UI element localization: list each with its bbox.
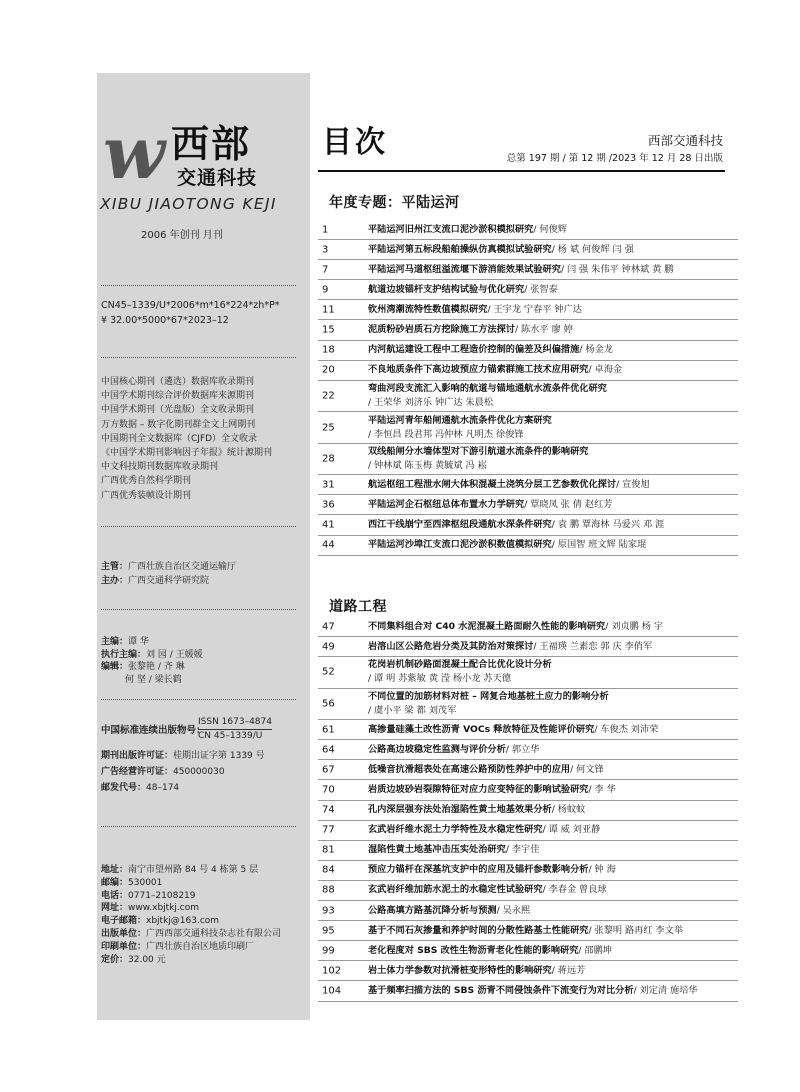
article-authors: / 吴永熙 bbox=[496, 904, 531, 916]
toc-entry[interactable] bbox=[318, 361, 738, 381]
entry-line bbox=[368, 783, 738, 797]
entry-text bbox=[368, 964, 738, 978]
entry-line bbox=[368, 323, 738, 337]
issue-info: 总第 197 期 / 第 12 期 /2023 年 12 月 28 日出版 bbox=[506, 153, 723, 164]
database-item: 中国学术期刊综合评价数据库来源期刊 bbox=[101, 391, 255, 402]
article-title: 泥质粉砂岩质石方挖除施工方法探讨 bbox=[368, 324, 515, 336]
toc-entry[interactable] bbox=[318, 801, 738, 821]
article-authors: / 袁 鹏 覃海林 马爱兴 邓 涯 bbox=[551, 518, 665, 530]
toc-entry[interactable] bbox=[318, 444, 738, 476]
toc-entry[interactable] bbox=[318, 637, 738, 657]
entry-line bbox=[368, 414, 738, 428]
page-number: 1 bbox=[322, 224, 329, 236]
toc-entry[interactable] bbox=[318, 381, 738, 413]
entry-text bbox=[368, 904, 738, 918]
dotted-divider bbox=[101, 357, 296, 358]
article-title: 老化程度对 SBS 改性生物沥青老化性能的影响研究 bbox=[368, 944, 579, 956]
contact-line: 电子邮箱：xbjtkj@163.com bbox=[101, 916, 220, 927]
section-heading: 年度专题：平陆运河 bbox=[329, 195, 460, 211]
toc-entry[interactable] bbox=[318, 515, 738, 535]
editorial-board bbox=[101, 636, 203, 686]
entry-text bbox=[368, 323, 738, 337]
database-item: 广西优秀装帧设计期刊 bbox=[101, 490, 192, 501]
article-authors: / 张智泰 bbox=[524, 283, 558, 295]
database-item: 广西优秀自然科学期刊 bbox=[101, 476, 192, 487]
toc-entry[interactable] bbox=[318, 240, 738, 260]
page-number: 18 bbox=[322, 344, 335, 356]
toc-entry[interactable] bbox=[318, 300, 738, 320]
entry-line bbox=[368, 640, 738, 654]
entry-text bbox=[368, 743, 738, 757]
entry-line bbox=[368, 704, 738, 718]
founded-frequency: 2006 年创刊 月刊 bbox=[141, 230, 223, 241]
contact-line: 电话：0771–2108219 bbox=[101, 890, 196, 901]
entry-text bbox=[368, 924, 738, 938]
contact-line: 邮编：530001 bbox=[101, 877, 163, 888]
toc-entry[interactable] bbox=[318, 901, 738, 921]
sponsor-line: 主办：广西交通科学研究院 bbox=[101, 576, 210, 586]
entry-text bbox=[368, 944, 738, 958]
article-title: 基于频率扫描方法的 SBS 沥青不同侵蚀条件下流变行为对比分析 bbox=[368, 984, 634, 996]
database-item: 中国学术期刊（光盘版）全文收录期刊 bbox=[101, 405, 255, 416]
entry-text bbox=[368, 283, 738, 297]
entry-line bbox=[368, 984, 738, 998]
contact-line: 出版单位：广西西部交通科技杂志社有限公司 bbox=[101, 928, 282, 939]
page-number: 102 bbox=[322, 965, 342, 977]
entry-text bbox=[368, 843, 738, 857]
page-number: 77 bbox=[322, 824, 335, 836]
entry-line bbox=[368, 843, 738, 857]
entry-line bbox=[368, 223, 738, 237]
entry-line bbox=[368, 478, 738, 492]
article-authors: / 邵鹏坤 bbox=[578, 944, 612, 956]
toc-entry[interactable] bbox=[318, 320, 738, 340]
page-number: 99 bbox=[322, 945, 335, 957]
entry-line bbox=[368, 396, 738, 410]
article-title: 岩溶山区公路危岩分类及其防治对策探讨 bbox=[368, 640, 534, 652]
page-number: 3 bbox=[322, 244, 329, 256]
article-authors: / 郭立华 bbox=[505, 743, 540, 755]
entry-text bbox=[368, 303, 738, 317]
entry-text bbox=[368, 763, 738, 777]
editor-line: 主编：谭 华 bbox=[101, 637, 149, 647]
article-title: 花岗岩机制砂路面混凝土配合比优化设计分析 bbox=[368, 659, 552, 671]
dotted-divider bbox=[101, 826, 296, 827]
journal-logo-mark: w bbox=[103, 110, 161, 195]
article-title: 航运枢纽工程泄水闸大体积混凝土浇筑分层工艺参数优化探讨 bbox=[368, 478, 617, 490]
article-authors: / 王福瑛 兰素恋 郭 庆 李俏军 bbox=[533, 640, 653, 652]
dotted-divider bbox=[101, 699, 296, 700]
entry-line bbox=[368, 343, 738, 357]
entry-line bbox=[368, 498, 738, 512]
database-item: 中国核心期刊（遴选）数据库收录期刊 bbox=[101, 377, 255, 387]
entry-line bbox=[368, 620, 738, 634]
article-title: 玄武岩纤维水泥土力学特性及水稳定性研究 bbox=[368, 824, 543, 836]
entry-text bbox=[368, 803, 738, 817]
article-authors: / 车俊杰 刘沛荣 bbox=[594, 723, 659, 735]
article-title: 公路高填方路基沉降分析与预测 bbox=[368, 904, 497, 916]
article-authors: / 王宇龙 宁春平 钟广达 bbox=[487, 303, 582, 315]
page-number: 28 bbox=[322, 453, 335, 465]
section-entry-list bbox=[318, 617, 738, 1002]
entry-line bbox=[368, 263, 738, 277]
entry-text bbox=[368, 243, 738, 257]
page-number: 47 bbox=[322, 621, 335, 633]
page-number: 95 bbox=[322, 925, 335, 937]
page-number: 64 bbox=[322, 744, 335, 756]
article-authors: / 杨 斌 何俊辉 闫 强 bbox=[551, 243, 634, 255]
editor-line: 何 坚 / 梁长鹤 bbox=[125, 674, 182, 685]
page-number: 81 bbox=[322, 844, 335, 856]
article-title: 西江干线崩宁至西津枢纽段通航水深条件研究 bbox=[368, 518, 552, 530]
entry-text bbox=[368, 823, 738, 837]
contact-line: 定价：32.00 元 bbox=[101, 954, 166, 965]
toc-entry[interactable] bbox=[318, 740, 738, 760]
entry-line bbox=[368, 924, 738, 938]
page-number: 20 bbox=[322, 364, 335, 376]
entry-text bbox=[368, 445, 738, 473]
article-title: 不同集料组合对 C40 水泥混凝土路面耐久性能的影响研究 bbox=[368, 620, 606, 632]
entry-line bbox=[368, 363, 738, 377]
article-title: 公路高边坡稳定性监测与评价分析 bbox=[368, 743, 506, 755]
issn-label: 中国标准连续出版物号： bbox=[101, 725, 206, 736]
article-title: 双线船闸分水墙体型对下游引航道水流条件的影响研究 bbox=[368, 446, 589, 457]
article-title: 钦州湾潮流特性数值模拟研究 bbox=[368, 303, 488, 315]
entry-line bbox=[368, 428, 738, 442]
page-number: 84 bbox=[322, 864, 335, 876]
entry-text bbox=[368, 263, 738, 277]
page-number: 104 bbox=[322, 985, 342, 997]
entry-line bbox=[368, 459, 738, 473]
page-number: 31 bbox=[322, 479, 335, 491]
article-title: 平陆运河企石枢纽总体布置水力学研究 bbox=[368, 498, 525, 510]
entry-text bbox=[368, 498, 738, 512]
entry-line bbox=[368, 964, 738, 978]
page-number: 70 bbox=[322, 784, 335, 796]
entry-line bbox=[368, 538, 738, 552]
entry-text bbox=[368, 783, 738, 797]
toc-entry[interactable] bbox=[318, 657, 738, 689]
toc-entry[interactable] bbox=[318, 689, 738, 721]
toc-entry[interactable] bbox=[318, 720, 738, 740]
masthead-sidebar bbox=[97, 73, 310, 1020]
entry-line bbox=[368, 690, 738, 704]
page-number: 11 bbox=[322, 304, 335, 316]
contact-line: 地址：南宁市望州路 84 号 4 栋第 5 层 bbox=[101, 865, 259, 875]
article-title: 基于不同石灰掺量和养护时间的分散性路基土性能研究 bbox=[368, 924, 589, 936]
toc-entry[interactable] bbox=[318, 981, 738, 1001]
entry-text bbox=[368, 984, 738, 998]
editor-line: 执行主编：刘 园 / 王媛媛 bbox=[101, 649, 203, 660]
article-authors: / 何文锋 bbox=[570, 763, 604, 775]
article-title: 内河航运建设工程中工程造价控制的偏差及纠偏措施 bbox=[368, 344, 580, 356]
article-title: 岩质边坡砂岩裂隙特征对应力应变特征的影响试验研究 bbox=[368, 784, 589, 796]
toc-title: 目次 bbox=[322, 125, 388, 160]
license-line: 期刊出版许可证：桂期出证字第 1339 号 bbox=[101, 751, 265, 761]
sponsor-block bbox=[101, 560, 236, 588]
database-item: 《中国学术期刊影响因子年报》统计源期刊 bbox=[101, 448, 273, 459]
entry-line bbox=[368, 382, 738, 396]
license-line: 广告经营许可证：450000030 bbox=[101, 767, 225, 777]
article-authors: / 李恒昌 段君邦 冯仲林 凡明杰 徐俊锋 bbox=[368, 428, 524, 440]
database-item: 万方数据 – 数字化期刊群全文上网期刊 bbox=[101, 419, 256, 430]
entry-line bbox=[368, 743, 738, 757]
article-title: 弯曲河段支流汇入影响的航道与锚地通航水流条件优化研究 bbox=[368, 383, 607, 394]
page-number: 49 bbox=[322, 641, 335, 653]
toc-entry[interactable] bbox=[318, 961, 738, 981]
article-title: 高掺量硅藻土改性沥青 VOCs 释放特征及性能评价研究 bbox=[368, 723, 595, 735]
article-authors: / 杨金龙 bbox=[579, 344, 613, 356]
title-rule bbox=[318, 170, 725, 172]
journal-logo-pinyin: XIBU JIAOTONG KEJI bbox=[100, 195, 277, 213]
toc-entry[interactable] bbox=[318, 341, 738, 361]
article-authors: / 刘贞鹏 杨 宇 bbox=[605, 620, 664, 632]
article-authors: / 蒋远芳 bbox=[551, 964, 586, 976]
article-title: 平陆运河马道枢纽溢流堰下游消能效果试验研究 bbox=[368, 263, 561, 275]
sponsor-line: 主管：广西壮族自治区交通运输厅 bbox=[101, 562, 237, 572]
article-authors: / 李春金 曾良球 bbox=[542, 884, 607, 896]
entry-text bbox=[368, 658, 738, 686]
article-title: 湿陷性黄土地基冲击压实处治研究 bbox=[368, 844, 506, 856]
indexing-database-list bbox=[101, 375, 272, 503]
article-authors: / 李宇佳 bbox=[505, 844, 540, 856]
page-number: 9 bbox=[322, 284, 329, 296]
entry-text bbox=[368, 478, 738, 492]
toc-entry[interactable] bbox=[318, 861, 738, 881]
page-number: 88 bbox=[322, 884, 335, 896]
entry-line bbox=[368, 303, 738, 317]
article-authors: / 谭 明 苏紫敏 黄 滢 杨小龙 苏天德 bbox=[368, 673, 511, 685]
page-number: 74 bbox=[322, 804, 335, 816]
publication-codes bbox=[101, 298, 280, 328]
cn-number: CN 45–1339/U bbox=[198, 731, 263, 741]
page-number: 52 bbox=[322, 666, 335, 678]
issn-number: ISSN 1673–4874 bbox=[198, 716, 272, 730]
article-authors: / 谭 威 刘亚静 bbox=[542, 824, 601, 836]
page-number: 15 bbox=[322, 324, 335, 336]
toc-entry[interactable] bbox=[318, 760, 738, 780]
code-line: ¥ 32.00*5000*67*2023–12 bbox=[101, 315, 229, 326]
toc-entry[interactable] bbox=[318, 475, 738, 495]
entry-text bbox=[368, 223, 738, 237]
issn-numbers bbox=[198, 716, 272, 743]
toc-entry[interactable] bbox=[318, 881, 738, 901]
entry-line bbox=[368, 243, 738, 257]
database-item: 中文科技期刊数据库收录期刊 bbox=[101, 462, 219, 473]
article-authors: / 王荣华 刘济乐 钟广达 朱晨松 bbox=[368, 397, 494, 408]
article-authors: / 钟林斌 陈玉梅 黄毓斌 冯 崧 bbox=[368, 460, 487, 471]
page-number: 25 bbox=[322, 422, 335, 433]
article-authors: / 虞小平 梁 都 刘茂军 bbox=[368, 704, 457, 716]
entry-line bbox=[368, 658, 738, 672]
entry-text bbox=[368, 863, 738, 877]
entry-line bbox=[368, 904, 738, 918]
toc-entry[interactable] bbox=[318, 921, 738, 941]
article-title: 不同位置的加筋材料对桩 – 网复合地基桩土应力的影响分析 bbox=[368, 690, 609, 702]
page-number: 67 bbox=[322, 764, 335, 776]
section-heading: 道路工程 bbox=[329, 599, 387, 615]
article-title: 低噪音抗滑超表处在高速公路预防性养护中的应用 bbox=[368, 763, 571, 775]
entry-text bbox=[368, 363, 738, 377]
page-number: 7 bbox=[322, 264, 329, 276]
article-title: 岩土体力学参数对抗滑桩变形特性的影响研究 bbox=[368, 964, 552, 976]
toc-entry[interactable] bbox=[318, 220, 738, 240]
page-number: 56 bbox=[322, 698, 335, 710]
article-title: 孔内深层强夯法处治湿陷性黄土地基效果分析 bbox=[368, 804, 552, 816]
journal-name: 西部交通科技 bbox=[647, 133, 723, 148]
article-title: 平陆运河青年船闸通航水流条件优化方案研究 bbox=[368, 414, 552, 426]
code-line: CN45–1339/U*2006*m*16*224*zh*P* bbox=[101, 300, 280, 311]
toc-entry[interactable] bbox=[318, 841, 738, 861]
article-authors: / 卓海金 bbox=[588, 364, 623, 376]
article-authors: / 原国智 班文辉 陆家琨 bbox=[551, 539, 647, 551]
entry-text bbox=[368, 690, 738, 718]
article-authors: / 宣俊旭 bbox=[616, 478, 650, 490]
page-number: 36 bbox=[322, 499, 335, 511]
entry-line bbox=[368, 445, 738, 459]
contact-line: 印刷单位：广西壮族自治区地质印刷厂 bbox=[101, 941, 255, 952]
entry-text bbox=[368, 620, 738, 634]
journal-logo-subtitle: 交通科技 bbox=[177, 167, 258, 189]
toc-entry[interactable] bbox=[318, 412, 738, 444]
entry-line bbox=[368, 672, 738, 686]
article-title: 平陆运河旧州江支流口泥沙淤积模拟研究 bbox=[368, 223, 534, 235]
page-number: 41 bbox=[322, 519, 335, 531]
dotted-divider bbox=[101, 526, 296, 527]
entry-line bbox=[368, 723, 738, 737]
entry-text bbox=[368, 723, 738, 737]
article-title: 玄武岩纤维加筋水泥土的水稳定性试验研究 bbox=[368, 884, 543, 896]
journal-logo-title: 西部 bbox=[171, 122, 252, 166]
toc-entry[interactable] bbox=[318, 536, 738, 556]
contact-block bbox=[101, 864, 281, 966]
article-title: 平陆运河第五标段船舶操纵仿真模拟试验研究 bbox=[368, 243, 552, 255]
toc-entry[interactable] bbox=[318, 821, 738, 841]
page-number: 22 bbox=[322, 390, 335, 402]
entry-text bbox=[368, 414, 738, 442]
article-authors: / 刘定清 施培华 bbox=[633, 984, 698, 996]
entry-text bbox=[368, 883, 738, 897]
entry-line bbox=[368, 283, 738, 297]
article-title: 平陆运河沙埠江支流口泥沙淤积数值模拟研究 bbox=[368, 539, 552, 551]
page-number: 61 bbox=[322, 724, 335, 736]
article-authors: / 闫 强 朱伟平 钟林斌 黄 鹏 bbox=[560, 263, 674, 275]
entry-text bbox=[368, 343, 738, 357]
toc-entry[interactable] bbox=[318, 280, 738, 300]
article-authors: / 钟 海 bbox=[588, 864, 616, 876]
section-entry-list bbox=[318, 220, 738, 556]
entry-text bbox=[368, 518, 738, 532]
article-authors: / 李 华 bbox=[588, 784, 616, 796]
toc-entry[interactable] bbox=[318, 260, 738, 280]
article-authors: / 陈水平 廖 婷 bbox=[515, 324, 573, 336]
article-authors: / 覃晓凤 张 倩 赵红芳 bbox=[524, 498, 613, 510]
article-title: 不良地质条件下高边坡预应力锚索群施工技术应用研究 bbox=[368, 364, 589, 376]
entry-line bbox=[368, 883, 738, 897]
dotted-divider bbox=[101, 285, 296, 286]
entry-line bbox=[368, 803, 738, 817]
article-authors: / 张黎明 路再红 李文举 bbox=[588, 924, 684, 936]
toc-entry[interactable] bbox=[318, 617, 738, 637]
entry-line bbox=[368, 823, 738, 837]
article-title: 预应力锚杆在深基坑支护中的应用及锚杆参数影响分析 bbox=[368, 864, 589, 876]
article-title: 航道边坡锚杆支护结构试验与优化研究 bbox=[368, 283, 525, 295]
toc-entry[interactable] bbox=[318, 941, 738, 961]
dotted-divider bbox=[101, 609, 296, 610]
toc-entry[interactable] bbox=[318, 780, 738, 800]
entry-line bbox=[368, 763, 738, 777]
contact-line: 网址：www.xbjtkj.com bbox=[101, 903, 199, 914]
entry-text bbox=[368, 640, 738, 654]
toc-entry[interactable] bbox=[318, 495, 738, 515]
database-item: 中国期刊全文数据库（CJFD）全文收录 bbox=[101, 433, 258, 444]
article-authors: / 何俊辉 bbox=[533, 223, 567, 235]
article-authors: / 杨蚊蚊 bbox=[551, 804, 586, 816]
entry-line bbox=[368, 863, 738, 877]
entry-text bbox=[368, 538, 738, 552]
entry-text bbox=[368, 382, 738, 410]
page-number: 44 bbox=[322, 539, 335, 551]
page-number: 93 bbox=[322, 905, 335, 917]
entry-line bbox=[368, 518, 738, 532]
editor-line: 编辑：张黎艳 / 齐 琳 bbox=[101, 662, 185, 672]
entry-line bbox=[368, 944, 738, 958]
license-line: 邮发代号：48–174 bbox=[101, 783, 180, 793]
